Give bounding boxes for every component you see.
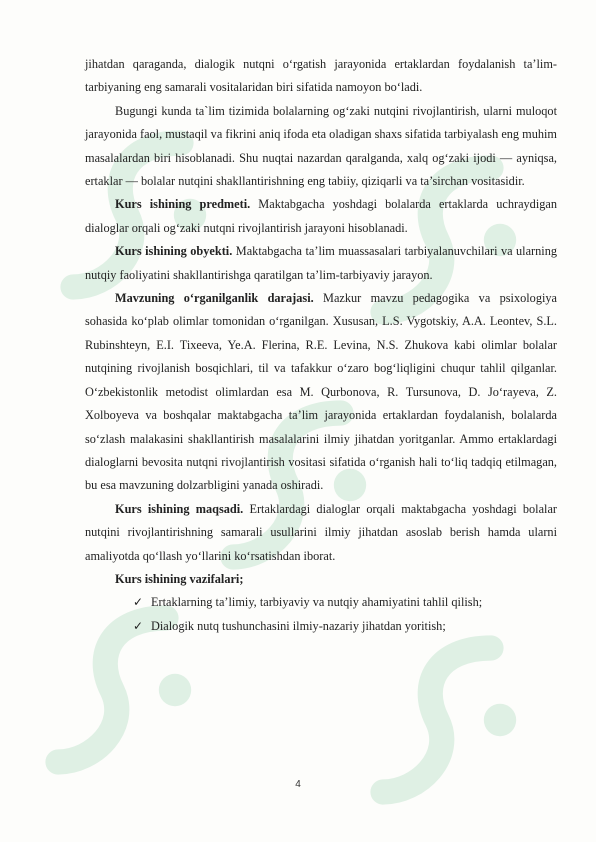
checkmark-icon: ✓	[133, 618, 144, 633]
tasks-heading: Kurs ishining vazifalari;	[115, 571, 244, 586]
paragraph-subject	[85, 193, 557, 240]
list-item-text: Ertaklarning ta’limiy, tarbiyaviy va nutqiy ahamiyatini tahlil qilish;	[151, 595, 483, 610]
page-number: 4	[295, 779, 301, 790]
list-item-text: Dialogik nutq tushunchasini ilmiy-nazariy jihatdan yoritish;	[151, 618, 446, 633]
paragraph-goal	[85, 498, 557, 568]
paragraph-introduction: Bugungi kunda ta`lim tizimida bolalarning og‘zaki nutqini rivojlantirish, ularni muloqot jarayonida faol, mustaqil va fikrini aniq ifoda eta oladigan shaxs sifatida tarbiyalash eng muhim masalalardan biri hisoblanadi. Shu nuqtai nazardan qaralganda, xalq og‘zaki ijodi — ayniqsa, ertaklar — bolalar nutqini shakllantirishning eng tabiiy, qiziqarli va ta’sirchan vositasidir.	[85, 103, 557, 189]
paragraph-object	[85, 240, 557, 287]
literature-review-text: Mazkur mavzu pedagogika va psixologiya sohasida ko‘plab olimlar tomonidan o‘rganilgan. Xususan, L.S. Vygotskiy, A.A. Leontev, S.L. Rubinshteyn, E.I. Tixeeva, Ye.A. Flerina, R.E. Levina, N.S. Zhukova kabi olimlar bolalar nutqining rivojlanish bosqichlari, til va tafakkur o‘zaro bog‘liqligini chuqur tahlil qilganlar. O‘zbekistonlik metodist olimlardan esa M. Qurbonova, R. Tursunova, D. Jo‘rayeva, Z. Xolboyeva va boshqalar maktabgacha ta’lim jarayonida ertaklardan foydalanish, bolalarda so‘zlash malakasini shakllantirish masalalarini ilmiy jihatdan yoritganlar. Ammo ertaklardagi dialoglarni bevosita nutqni rivojlantirish vositasi sifatida o‘rganish hali to‘liq tadqiq etilmagan, bu esa mavzuning dolzarbligini yanada oshiradi.	[85, 291, 557, 493]
goal-text: Ertaklardagi dialoglar orqali maktabgacha yoshdagi bolalar nutqini rivojlantirishning samarali usullarini ilmiy jihatdan asoslab berish hamda ularni amaliyotda qo‘llash yo‘llarini ko‘rsatishdan iborat.	[85, 501, 557, 563]
list-item	[133, 615, 557, 638]
page-body	[85, 53, 557, 638]
paragraph-continuation: jihatdan qaraganda, dialogik nutqni o‘rgatish jarayonida ertaklardan foydalanish ta’lim-tarbiyaning eng samarali vositalaridan biri sifatida namoyon bo‘ladi.	[85, 57, 557, 95]
subject-label: Kurs ishining predmeti.	[115, 197, 251, 212]
tasks-list	[85, 591, 557, 638]
checkmark-icon: ✓	[133, 595, 144, 610]
literature-review-label: Mavzuning o‘rganilganlik darajasi.	[115, 291, 314, 306]
goal-label: Kurs ishining maqsadi.	[115, 501, 244, 516]
object-text: Maktabgacha ta’lim muassasalari tarbiyalanuvchilari va ularning nutqiy faoliyatini shakllantirishga qaratilgan ta’lim-tarbiyaviy jarayon.	[85, 244, 557, 282]
paragraph-literature-review	[85, 287, 557, 498]
list-item	[133, 591, 557, 614]
subject-text: Maktabgacha yoshdagi bolalarda ertaklarda uchraydigan dialoglar orqali og‘zaki nutqni rivojlantirish jarayoni hisoblanadi.	[85, 197, 557, 235]
object-label: Kurs ishining obyekti.	[115, 244, 233, 259]
